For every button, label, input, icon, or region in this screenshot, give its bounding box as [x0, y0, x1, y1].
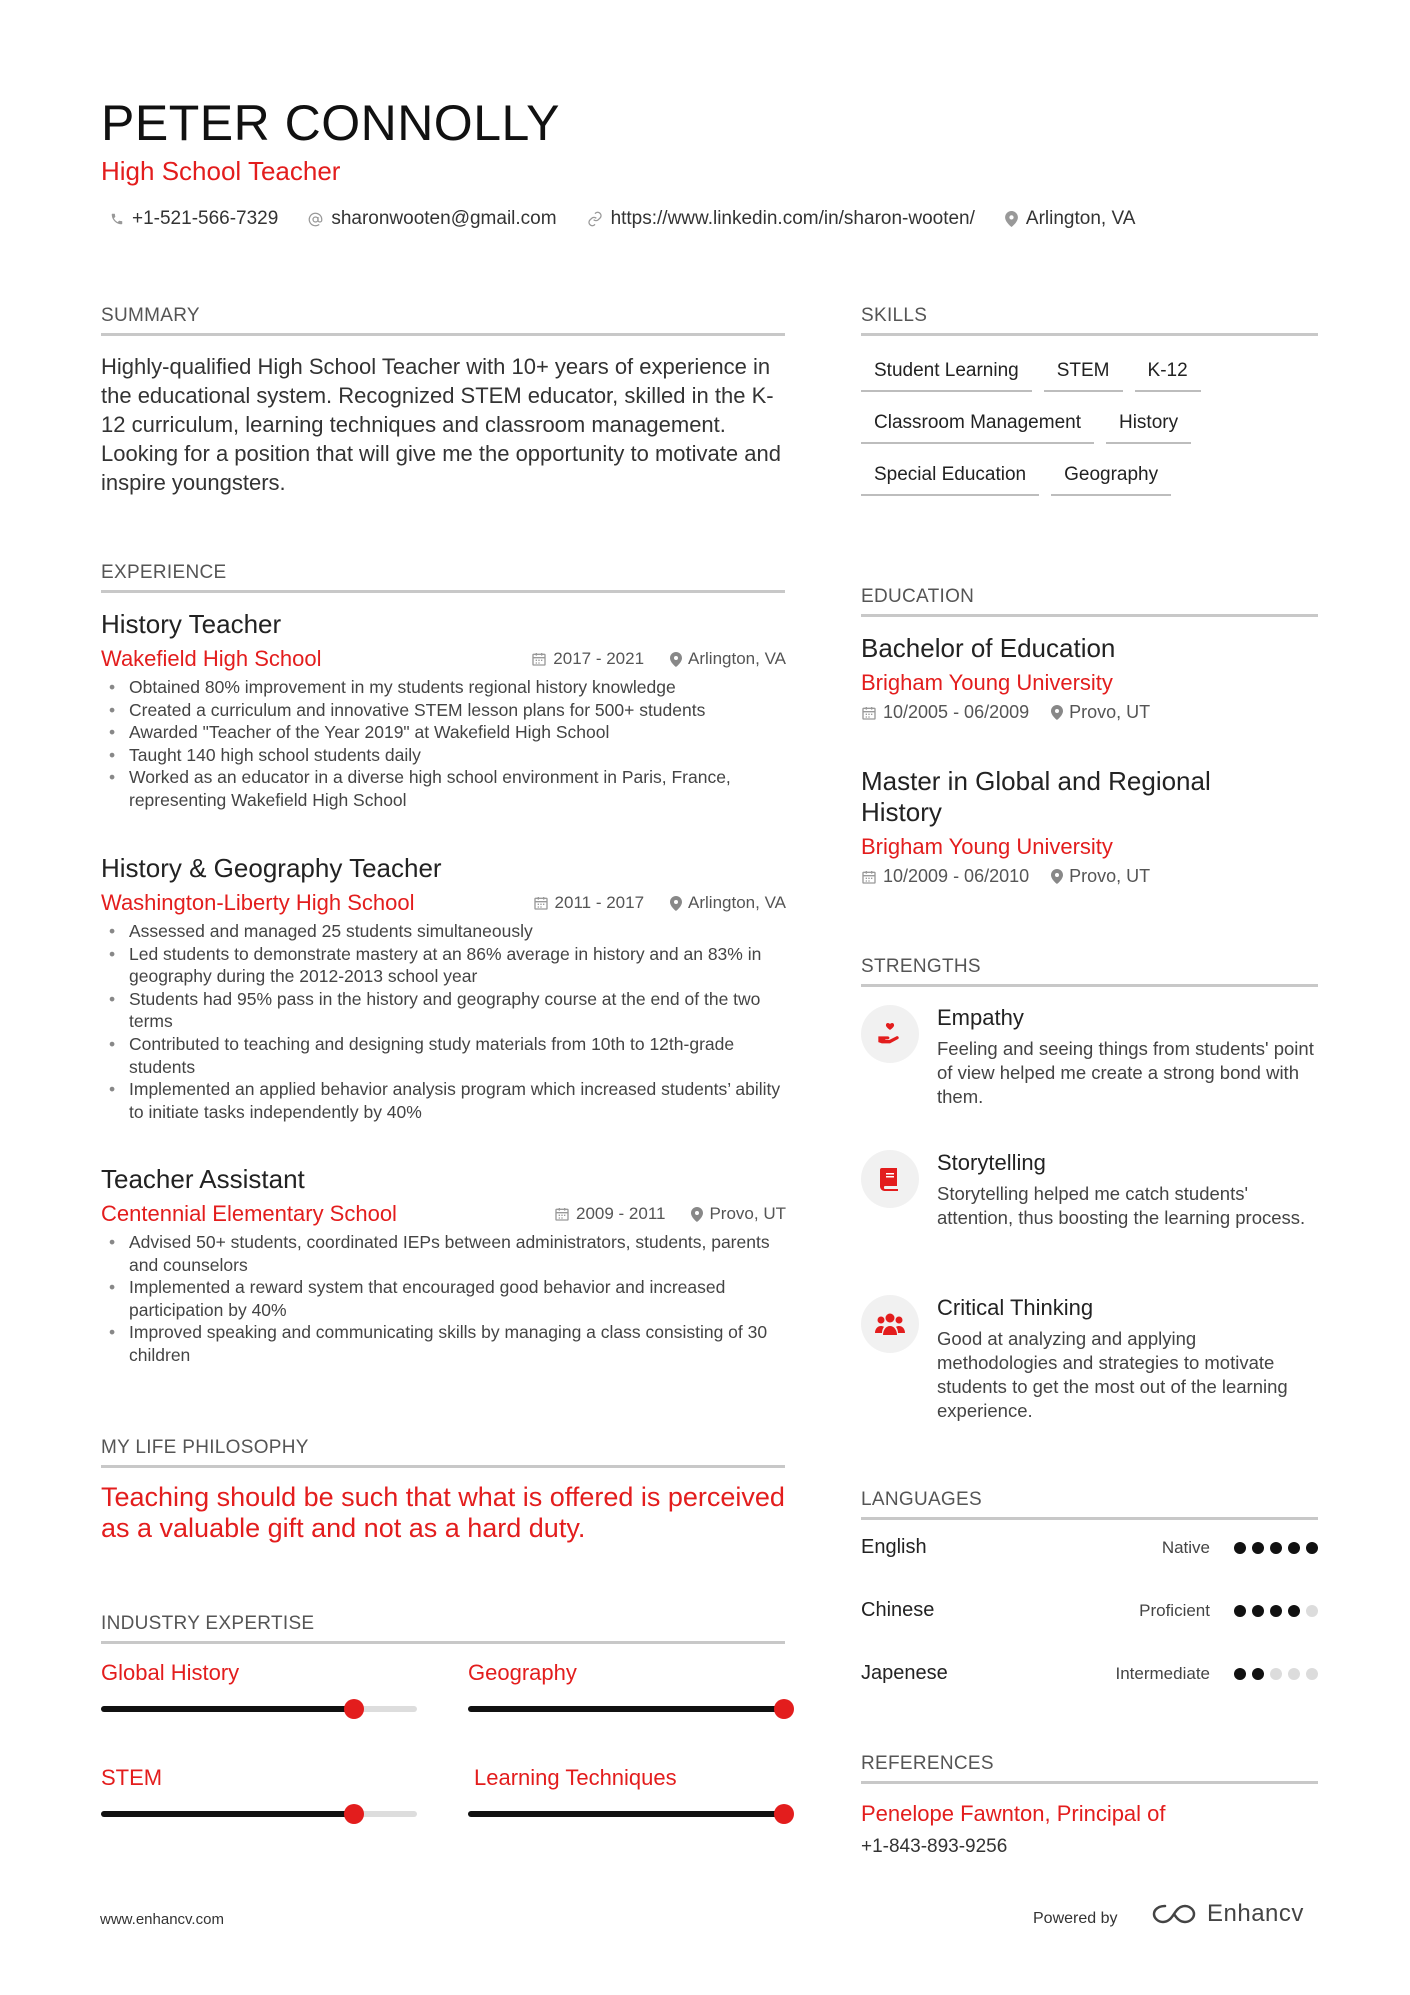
job-bullet: • Obtained 80% improvement in my students regional history knowledge: [101, 676, 791, 699]
linkedin-text: https://www.linkedin.com/in/sharon-wooten/: [610, 208, 975, 229]
language-dot-filled: [1270, 1605, 1282, 1617]
language-level: Proficient: [1139, 1600, 1210, 1620]
skills-row: [861, 358, 1331, 392]
language-dot-empty: [1306, 1668, 1318, 1680]
brand-name: Enhancv: [1207, 1900, 1304, 1927]
users-icon: [875, 1311, 905, 1337]
education-location-text: Provo, UT: [1069, 866, 1151, 886]
job-location: [670, 649, 786, 669]
section-title-references: REFERENCES: [861, 1753, 1318, 1784]
reference-phone: +1-843-893-9256: [861, 1836, 1008, 1857]
job-dates-text: 2017 - 2021: [553, 649, 645, 668]
section-title-expertise: INDUSTRY EXPERTISE: [101, 1613, 785, 1644]
skill-tag: Student Learning: [861, 358, 1032, 392]
contact-linkedin[interactable]: [587, 208, 975, 230]
expertise-bar: [101, 1706, 417, 1712]
strength-title: Empathy: [937, 1005, 1024, 1030]
philosophy-quote: Teaching should be such that what is offered is perceived as a valuable gift and not as a hard duty.: [101, 1482, 785, 1543]
location-pin-icon: [670, 896, 682, 911]
book-icon: [878, 1166, 902, 1192]
expertise-bar: [468, 1706, 784, 1712]
language-level: Intermediate: [1115, 1663, 1210, 1683]
language-dot-filled: [1234, 1605, 1246, 1617]
job-location-text: Arlington, VA: [688, 649, 786, 668]
strength-desc: Storytelling helped me catch students' attention, thus boosting the learning process.: [937, 1183, 1306, 1228]
job-company: Centennial Elementary School: [101, 1201, 397, 1226]
calendar-icon: [861, 705, 877, 721]
expertise-label: Learning Techniques: [474, 1765, 677, 1790]
language-dot-filled: [1252, 1542, 1264, 1554]
strength-icon-wrap: [861, 1295, 919, 1353]
language-dot-filled: [1306, 1542, 1318, 1554]
job-bullet: • Led students to demonstrate mastery at an 86% average in history and an 83% in geography during the 2012-2013 school year: [101, 943, 791, 988]
language-name: English: [861, 1536, 927, 1558]
expertise-bar: [468, 1811, 784, 1817]
job-title: History Teacher: [101, 609, 282, 639]
contact-location: [1005, 208, 1135, 230]
language-dot-empty: [1288, 1668, 1300, 1680]
job-header-row: [101, 1201, 791, 1227]
job-bullet: • Implemented a reward system that encouraged good behavior and increased participation by 40%: [101, 1276, 791, 1321]
skills-list: [861, 358, 1331, 514]
language-row: [861, 1536, 1318, 1559]
location-pin-icon: [691, 1207, 703, 1222]
language-name: Chinese: [861, 1599, 935, 1621]
strength-body: [937, 1150, 1321, 1230]
strength-desc: Feeling and seeing things from students' point of view helped me create a strong bond with them.: [937, 1038, 1314, 1107]
expertise-item: [468, 1765, 788, 1817]
job-bullets: [101, 1231, 791, 1367]
expertise-knob: [774, 1804, 794, 1824]
footer-url[interactable]: www.enhancv.com: [100, 1911, 224, 1928]
education-school: Brigham Young University: [861, 670, 1113, 695]
calendar-icon: [531, 651, 547, 667]
job-location: [670, 893, 786, 913]
expertise-fill: [101, 1706, 354, 1712]
language-proficiency: [1139, 1601, 1318, 1621]
language-dots: [1228, 1668, 1318, 1680]
calendar-icon: [554, 1206, 570, 1222]
job-dates: [533, 893, 644, 913]
section-title-education: EDUCATION: [861, 586, 1318, 617]
skill-tag: History: [1106, 410, 1191, 444]
location-pin-icon: [670, 652, 682, 667]
skill-tag: Special Education: [861, 462, 1039, 496]
location-pin-icon: [1005, 211, 1018, 227]
phone-text: +1-521-566-7329: [132, 208, 279, 229]
job-bullets: [101, 920, 791, 1123]
expertise-fill: [468, 1706, 784, 1712]
section-title-experience: EXPERIENCE: [101, 562, 785, 593]
contact-email[interactable]: [308, 208, 556, 230]
link-icon: [587, 211, 603, 227]
expertise-item: [468, 1660, 788, 1712]
education-school: Brigham Young University: [861, 834, 1113, 859]
brand-logo[interactable]: [1151, 1900, 1304, 1928]
job-bullet: • Created a curriculum and innovative STEM lesson plans for 500+ students: [101, 699, 791, 722]
section-title-philosophy: MY LIFE PHILOSOPHY: [101, 1437, 785, 1468]
job-meta: [507, 893, 786, 913]
powered-by-label: Powered by: [1033, 1910, 1118, 1927]
expertise-knob: [774, 1699, 794, 1719]
strength-item: [861, 1150, 1321, 1230]
language-proficiency: [1162, 1538, 1318, 1558]
calendar-icon: [533, 895, 549, 911]
summary-text: Highly-qualified High School Teacher with 10+ years of experience in the educational system. Recognized STEM educator, skilled in the K-12 curriculum, learning techniques and classroom management. Looking for a position that will give me the opportunity to motivate and inspire youngsters.: [101, 354, 781, 495]
expertise-label: Global History: [101, 1660, 240, 1685]
expertise-knob: [344, 1804, 364, 1824]
job-bullet: • Worked as an educator in a diverse high school environment in Paris, France, representing Wakefield High School: [101, 766, 791, 811]
expertise-item: [101, 1765, 421, 1817]
education-meta: [861, 702, 1321, 723]
education-degree: Bachelor of Education: [861, 633, 1116, 663]
strength-item: [861, 1005, 1321, 1109]
location-text: Arlington, VA: [1025, 208, 1136, 229]
job-title: History & Geography Teacher: [101, 853, 442, 883]
education-degree: Master in Global and Regional History: [861, 766, 1211, 827]
education-meta: [861, 866, 1261, 887]
location-pin-icon: [1051, 869, 1063, 884]
strength-desc: Good at analyzing and applying methodologies and strategies to motivate students to get the most out of the learning experience.: [937, 1328, 1288, 1421]
job-header-row: [101, 890, 791, 916]
job-dates-text: 2009 - 2011: [575, 1204, 666, 1223]
expertise-label: STEM: [101, 1765, 163, 1790]
language-dot-filled: [1234, 1542, 1246, 1554]
at-icon: [308, 212, 323, 227]
skills-row: [861, 410, 1331, 444]
language-name: Japenese: [861, 1662, 948, 1684]
education-dates-text: 10/2005 - 06/2009: [883, 702, 1030, 722]
section-title-languages: LANGUAGES: [861, 1489, 1318, 1520]
education-entry: [861, 766, 1261, 887]
job-company: Washington-Liberty High School: [101, 890, 415, 915]
language-row: [861, 1599, 1318, 1622]
education-dates: [861, 702, 1029, 723]
expertise-fill: [468, 1811, 784, 1817]
contact-phone[interactable]: [110, 208, 278, 230]
language-proficiency: [1116, 1664, 1319, 1684]
strength-body: [937, 1005, 1321, 1109]
strength-item: [861, 1295, 1321, 1423]
job-bullet: • Improved speaking and communicating skills by managing a class consisting of 30 children: [101, 1321, 791, 1366]
expertise-item: [101, 1660, 421, 1712]
strength-icon-wrap: [861, 1005, 919, 1063]
section-title-summary: SUMMARY: [101, 305, 785, 336]
language-dot-empty: [1306, 1605, 1318, 1617]
section-title-strengths: STRENGTHS: [861, 956, 1318, 987]
calendar-icon: [861, 869, 877, 885]
skill-tag: STEM: [1044, 358, 1123, 392]
job-title: Teacher Assistant: [101, 1164, 305, 1194]
location-pin-icon: [1051, 705, 1063, 720]
language-dot-filled: [1270, 1542, 1282, 1554]
strength-title: Storytelling: [937, 1150, 1046, 1175]
job-bullet: • Students had 95% pass in the history and geography course at the end of the two terms: [101, 988, 791, 1033]
language-level: Native: [1161, 1537, 1210, 1557]
heart-hand-icon: [876, 1020, 904, 1048]
education-location: [1051, 702, 1150, 723]
language-dots: [1228, 1605, 1318, 1617]
job-bullet: • Advised 50+ students, coordinated IEPs between administrators, students, parents and counselors: [101, 1231, 791, 1276]
job-bullets: [101, 676, 791, 812]
job-company: Wakefield High School: [101, 646, 322, 671]
strength-title: Critical Thinking: [937, 1295, 1094, 1320]
language-dot-filled: [1252, 1605, 1264, 1617]
language-dot-empty: [1270, 1668, 1282, 1680]
job-bullet: • Contributed to teaching and designing study materials from 10th to 12th-grade students: [101, 1033, 791, 1078]
expertise-bar: [101, 1811, 417, 1817]
job-location-text: Provo, UT: [709, 1204, 786, 1223]
experience-entry: [101, 853, 791, 1123]
enhancv-logo-icon: [1151, 1902, 1197, 1926]
skills-row: [861, 462, 1331, 496]
education-dates: [861, 866, 1029, 887]
language-row: [861, 1662, 1318, 1685]
language-dot-filled: [1234, 1668, 1246, 1680]
expertise-label: Geography: [468, 1660, 577, 1685]
language-dot-filled: [1252, 1668, 1264, 1680]
job-location-text: Arlington, VA: [688, 893, 786, 912]
job-dates-text: 2011 - 2017: [554, 893, 645, 912]
expertise-knob: [344, 1699, 364, 1719]
job-dates: [554, 1204, 665, 1224]
language-dot-filled: [1288, 1542, 1300, 1554]
education-location-text: Provo, UT: [1069, 702, 1151, 722]
email-text: sharonwooten@gmail.com: [331, 208, 557, 229]
strength-body: [937, 1295, 1321, 1423]
experience-entry: [101, 609, 791, 812]
education-location: [1051, 866, 1150, 887]
job-bullet: • Taught 140 high school students daily: [101, 744, 791, 767]
reference-name: Penelope Fawnton, Principal of: [861, 1801, 1166, 1826]
language-dots: [1228, 1542, 1318, 1554]
strength-icon-wrap: [861, 1150, 919, 1208]
skill-tag: K-12: [1135, 358, 1201, 392]
language-dot-filled: [1288, 1605, 1300, 1617]
job-bullet: • Assessed and managed 25 students simultaneously: [101, 920, 791, 943]
skill-tag: Geography: [1051, 462, 1171, 496]
job-location: [691, 1204, 786, 1224]
job-meta: [505, 649, 786, 669]
section-title-skills: SKILLS: [861, 305, 1318, 336]
job-dates: [531, 649, 644, 669]
experience-entry: [101, 1164, 791, 1367]
candidate-role: High School Teacher: [101, 156, 341, 186]
phone-icon: [110, 212, 124, 226]
expertise-fill: [101, 1811, 354, 1817]
skill-tag: Classroom Management: [861, 410, 1094, 444]
education-entry: [861, 633, 1321, 723]
education-dates-text: 10/2009 - 06/2010: [883, 866, 1030, 886]
job-meta: [528, 1204, 786, 1224]
job-header-row: [101, 646, 791, 672]
candidate-name: PETER CONNOLLY: [101, 95, 560, 151]
job-bullet: • Implemented an applied behavior analysis program which increased students’ ability to initiate tasks independently by 40%: [101, 1078, 791, 1123]
job-bullet: • Awarded "Teacher of the Year 2019" at Wakefield High School: [101, 721, 791, 744]
contact-bar: [110, 208, 1165, 230]
